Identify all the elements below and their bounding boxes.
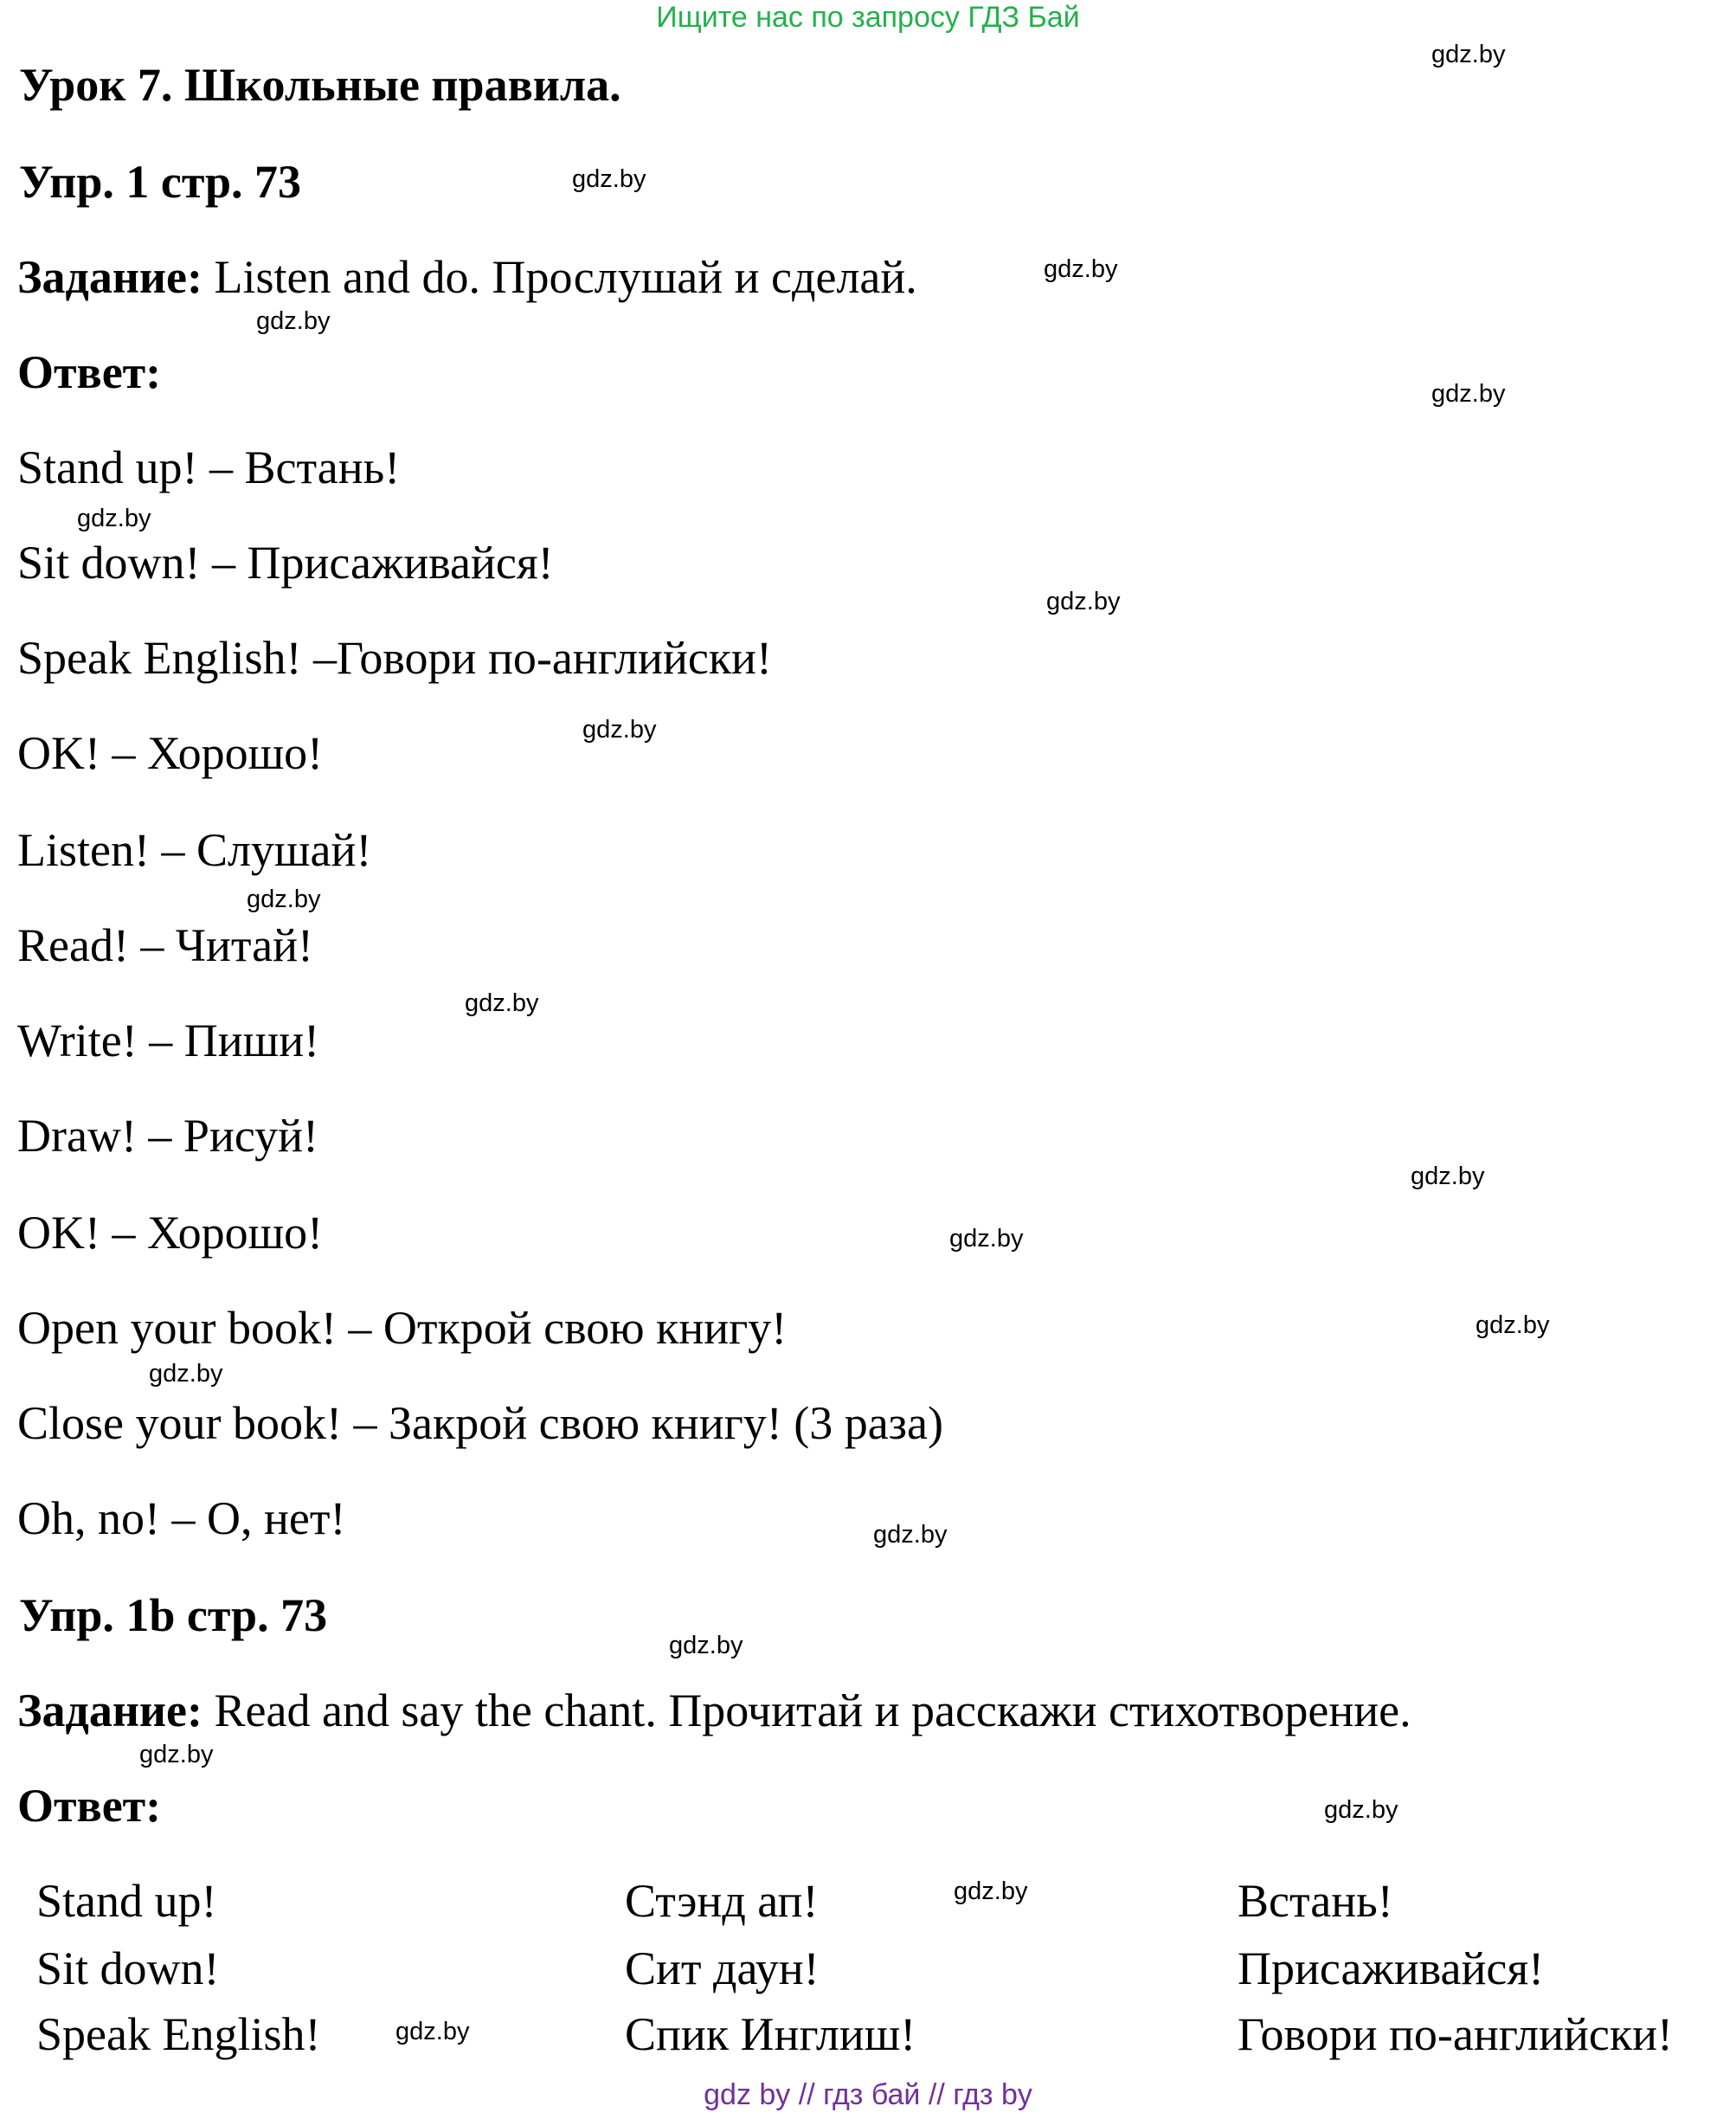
watermark: gdz.by — [1431, 41, 1506, 68]
answer-line: Sit down! – Присаживайся! — [17, 537, 554, 589]
answer-line: Open your book! – Открой свою книгу! — [17, 1302, 788, 1354]
watermark: gdz.by — [1411, 1163, 1485, 1190]
watermark: gdz.by — [256, 307, 331, 335]
chant-transcription: Сит даун! — [625, 1942, 820, 1994]
exercise-1-task — [17, 249, 917, 305]
watermark: gdz.by — [1476, 1311, 1550, 1339]
watermark: gdz.by — [572, 165, 646, 193]
chant-translation: Встань! — [1238, 1875, 1393, 1927]
chant-english: Stand up! — [36, 1875, 217, 1927]
exercise-1b-task — [17, 1683, 1411, 1738]
watermark: gdz.by — [582, 716, 657, 744]
watermark: gdz.by — [149, 1360, 223, 1388]
task-text: Read and say the chant. Прочитай и расскажи стихотворение. — [203, 1684, 1411, 1736]
exercise-1-answer-label: Ответ: — [17, 346, 162, 398]
footer: gdz by // гдз бай // гдз by — [704, 2078, 1032, 2111]
watermark: gdz.by — [247, 886, 321, 913]
task-text: Listen and do. Прослушай и сделай. — [203, 251, 917, 303]
watermark: gdz.by — [1044, 255, 1118, 283]
chant-transcription: Стэнд ап! — [625, 1875, 819, 1927]
answer-line: Listen! – Слушай! — [17, 824, 372, 876]
exercise-1b-answer-label: Ответ: — [17, 1780, 162, 1832]
watermark: gdz.by — [669, 1632, 743, 1659]
watermark: gdz.by — [1046, 588, 1121, 615]
answer-line: Close your book! – Закрой свою книгу! (3 раза) — [17, 1397, 943, 1449]
answer-line: Draw! – Рисуй! — [17, 1110, 318, 1162]
watermark: gdz.by — [1431, 380, 1506, 408]
watermark: gdz.by — [873, 1521, 948, 1549]
task-label: Задание: — [17, 251, 203, 303]
answer-line: Stand up! – Встань! — [17, 441, 401, 493]
watermark: gdz.by — [139, 1741, 214, 1768]
answer-line: Read! – Читай! — [17, 919, 314, 971]
watermark: gdz.by — [1324, 1796, 1398, 1824]
answer-line: OK! – Хорошо! — [17, 727, 324, 779]
watermark: gdz.by — [77, 505, 151, 532]
answer-line: Oh, no! – О, нет! — [17, 1492, 346, 1544]
watermark: gdz.by — [954, 1877, 1028, 1905]
watermark: gdz.by — [949, 1225, 1024, 1253]
answer-line: Write! – Пиши! — [17, 1014, 320, 1066]
chant-transcription: Спик Инглиш! — [625, 2008, 916, 2060]
lesson-title: Урок 7. Школьные правила. — [19, 59, 621, 111]
watermark: gdz.by — [465, 989, 539, 1017]
exercise-1-heading: Упр. 1 стр. 73 — [19, 156, 302, 208]
chant-english: Speak English! — [36, 2008, 321, 2060]
answer-line: Speak English! –Говори по-английски! — [17, 632, 772, 684]
chant-english: Sit down! — [36, 1942, 220, 1994]
top-banner: Ищите нас по запросу ГДЗ Бай — [656, 1, 1080, 34]
answer-line: OK! – Хорошо! — [17, 1207, 324, 1259]
chant-translation: Говори по-английски! — [1238, 2008, 1673, 2060]
exercise-1b-heading: Упр. 1b стр. 73 — [19, 1589, 328, 1641]
task-label: Задание: — [17, 1684, 203, 1736]
watermark: gdz.by — [395, 2018, 470, 2045]
chant-translation: Присаживайся! — [1238, 1942, 1545, 1994]
